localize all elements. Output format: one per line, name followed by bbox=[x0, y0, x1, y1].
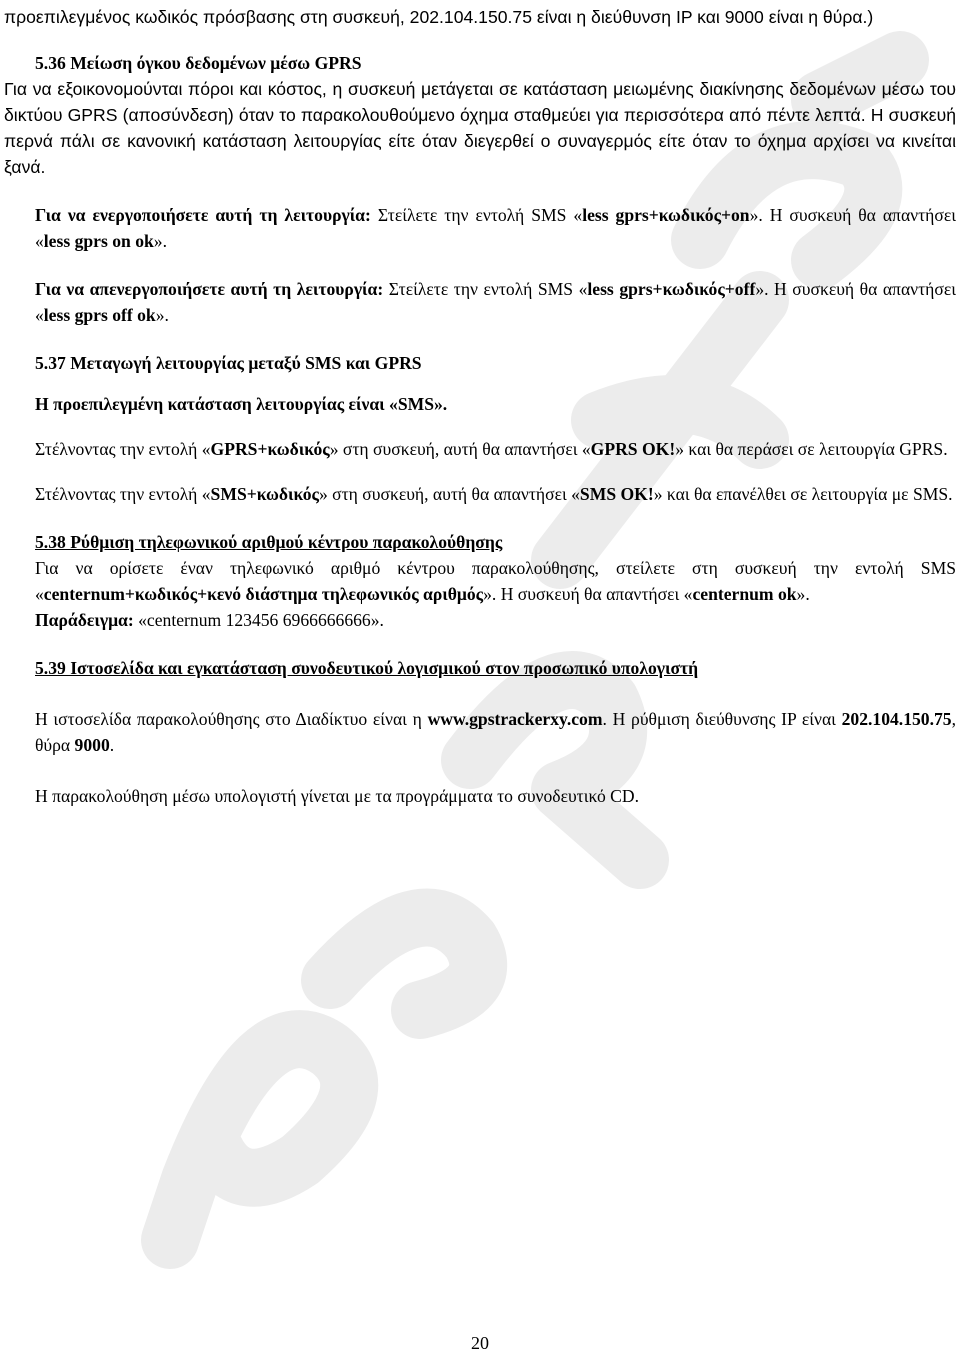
sms-command: SMS+κωδικός bbox=[210, 484, 319, 504]
section-5-39-pc: Η παρακολούθηση μέσω υπολογιστή γίνεται με τα προγράμματα το συνοδευτικό CD. bbox=[35, 786, 639, 806]
centernum-text-3: ». bbox=[796, 584, 810, 604]
watermark-stroke-1 bbox=[170, 1039, 349, 1240]
gprs-text-1: Στέλνοντας την εντολή « bbox=[35, 439, 211, 459]
website-text-4: . bbox=[109, 735, 115, 755]
port-number: 9000 bbox=[74, 735, 110, 755]
section-5-38-example bbox=[4, 607, 956, 633]
ip-address: 202.104.150.75 bbox=[841, 709, 952, 729]
centernum-reply: centernum ok bbox=[692, 584, 797, 604]
sms-text-1: Στέλνοντας την εντολή « bbox=[35, 484, 211, 504]
disable-label: Για να απενεργοποιήσετε αυτή τη λειτουργία: bbox=[35, 279, 384, 299]
section-5-38-heading: 5.38 Ρύθμιση τηλεφωνικού αριθμού κέντρου παρακολούθησης bbox=[35, 532, 503, 552]
section-5-38-body bbox=[4, 555, 956, 607]
section-5-37-sms bbox=[4, 481, 956, 507]
disable-command: less gprs+κωδικός+off bbox=[587, 279, 756, 299]
website-url: www.gpstrackerxy.com bbox=[427, 709, 603, 729]
enable-text-1: Στείλετε την εντολή SMS « bbox=[370, 205, 583, 225]
enable-command: less gprs+κωδικός+on bbox=[582, 205, 750, 225]
website-text-1: Η ιστοσελίδα παρακολούθησης στο Διαδίκτυο είναι η bbox=[35, 709, 428, 729]
section-5-37-gprs bbox=[4, 436, 956, 462]
website-text-2: . Η ρύθμιση διεύθυνσης IP είναι bbox=[602, 709, 842, 729]
disable-reply: less gprs off ok bbox=[43, 305, 156, 325]
section-5-36-body: Για να εξοικονομούνται πόροι και κόστος, η συσκευή μετάγεται σε κατάσταση μειωμένης διακίνησης δεδομένων μέσω του δικτύου GPRS (αποσύνδεση) όταν το παρακολουθούμενο όχημα σταθμεύει για περισσότερα από πέντε λεπτά. Η συσκευή περνά πάλι σε κανονική κατάσταση λειτουργίας είτε όταν διεγερθεί ο συναγερμός είτε όταν το όχημα αρχίσει να κινείται ξανά. bbox=[4, 79, 956, 177]
intro-paragraph: προεπιλεγμένος κωδικός πρόσβασης στη συσκευή, 202.104.150.75 είναι η διεύθυνση IP και 9000 είναι η θύρα.) bbox=[4, 7, 874, 27]
disable-text-1: Στείλετε την εντολή SMS « bbox=[383, 279, 588, 299]
section-5-36-enable bbox=[4, 202, 956, 254]
disable-text-3: ». bbox=[155, 305, 169, 325]
gprs-text-3: » και θα περάσει σε λειτουργία GPRS. bbox=[675, 439, 948, 459]
sms-reply: SMS OK! bbox=[579, 484, 654, 504]
enable-label: Για να ενεργοποιήσετε αυτή τη λειτουργία: bbox=[35, 205, 371, 225]
disable-text-2: ». Η συσκευή θα απαντήσει « bbox=[35, 279, 956, 325]
gprs-command: GPRS+κωδικός bbox=[210, 439, 330, 459]
section-5-36-heading: 5.36 Μείωση όγκου δεδομένων μέσω GPRS bbox=[35, 53, 362, 73]
centernum-text-2: ». Η συσκευή θα απαντήσει « bbox=[483, 584, 693, 604]
centernum-text-1: Για να ορίσετε έναν τηλεφωνικό αριθμό κέντρου παρακολούθησης, στείλετε στη συσκευή την εντολή SMS « bbox=[35, 558, 956, 604]
watermark-stroke-2 bbox=[330, 918, 478, 1011]
enable-reply: less gprs on ok bbox=[43, 231, 154, 251]
sms-text-3: » και θα επανέλθει σε λειτουργία με SMS. bbox=[653, 484, 953, 504]
centernum-command: centernum+κωδικός+κενό διάστημα τηλεφωνικός αριθμός bbox=[43, 584, 484, 604]
enable-text-3: ». bbox=[153, 231, 167, 251]
section-5-37-default-mode: Η προεπιλεγμένη κατάσταση λειτουργίας είναι «SMS». bbox=[35, 394, 448, 414]
gprs-text-2: » στη συσκευή, αυτή θα απαντήσει « bbox=[329, 439, 591, 459]
page-number: 20 bbox=[471, 1333, 489, 1353]
gprs-reply: GPRS OK! bbox=[590, 439, 676, 459]
sms-text-2: » στη συσκευή, αυτή θα απαντήσει « bbox=[318, 484, 580, 504]
enable-text-2: ». Η συσκευή θα απαντήσει « bbox=[35, 205, 956, 251]
section-5-39-heading: 5.39 Ιστοσελίδα και εγκατάσταση συνοδευτικού λογισμικού στον προσωπικό υπολογιστή bbox=[35, 658, 699, 678]
section-5-36-disable bbox=[4, 276, 956, 328]
example-label: Παράδειγμα: bbox=[35, 610, 134, 630]
website-text-3: , θύρα bbox=[35, 709, 956, 755]
document-body bbox=[4, 0, 956, 809]
example-text: «centernum 123456 6966666666». bbox=[133, 610, 384, 630]
section-5-37-heading: 5.37 Μεταγωγή λειτουργίας μεταξύ SMS και GPRS bbox=[35, 353, 422, 373]
section-5-39-body bbox=[4, 706, 956, 758]
